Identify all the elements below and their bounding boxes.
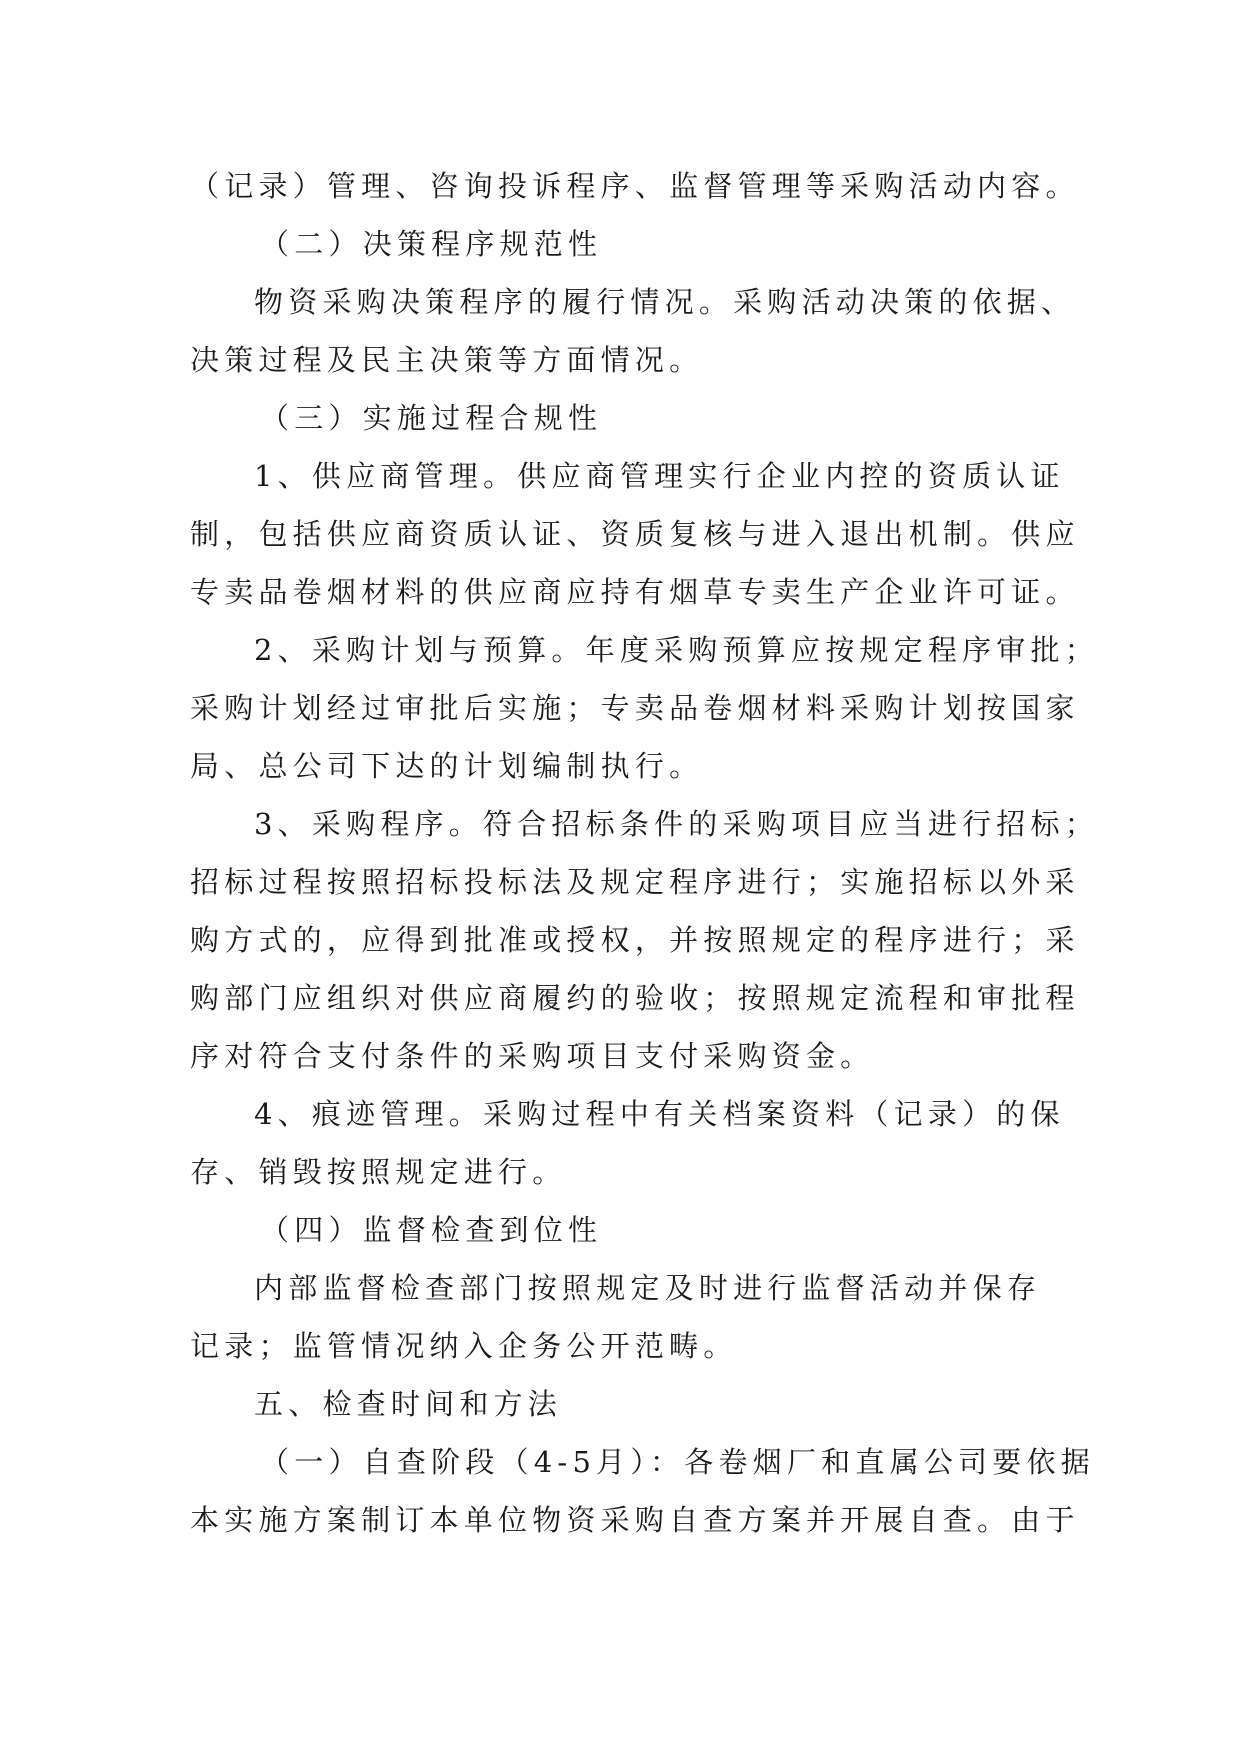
- text-line: 序对符合支付条件的采购项目支付采购资金。: [190, 1039, 875, 1073]
- text-line: 采购计划经过审批后实施；专卖品卷烟材料采购计划按国家: [190, 691, 1080, 725]
- section-heading: （四）监督检查到位性: [260, 1213, 603, 1247]
- text-line: 专卖品卷烟材料的供应商应持有烟草专卖生产企业许可证。: [190, 575, 1080, 609]
- text-line: 记录；监管情况纳入企务公开范畴。: [190, 1329, 738, 1363]
- section-heading: 五、检查时间和方法: [254, 1387, 562, 1421]
- document-body: [190, 157, 1120, 1549]
- text-line: 决策过程及民主决策等方面情况。: [190, 343, 704, 377]
- text-line: 本实施方案制订本单位物资采购自查方案并开展自查。由于: [190, 1503, 1080, 1537]
- text-line: 2、采购计划与预算。年度采购预算应按规定程序审批；: [254, 633, 1099, 667]
- text-line: 局、总公司下达的计划编制执行。: [190, 749, 704, 783]
- text-line: 购方式的，应得到批准或授权，并按照规定的程序进行；采: [190, 923, 1080, 957]
- text-line: 制，包括供应商资质认证、资质复核与进入退出机制。供应: [190, 517, 1080, 551]
- text-line: 购部门应组织对供应商履约的验收；按照规定流程和审批程: [190, 981, 1080, 1015]
- section-heading: （三）实施过程合规性: [260, 401, 603, 435]
- text-line: （记录）管理、咨询投诉程序、监督管理等采购活动内容。: [190, 169, 1080, 203]
- text-line: （一）自查阶段（4-5月）：各卷烟厂和直属公司要依据: [260, 1445, 1095, 1479]
- text-line: 4、痕迹管理。采购过程中有关档案资料（记录）的保: [254, 1097, 1065, 1131]
- text-line: 物资采购决策程序的履行情况。采购活动决策的依据、: [254, 285, 1076, 319]
- section-heading: （二）决策程序规范性: [260, 227, 603, 261]
- text-line: 3、采购程序。符合招标条件的采购项目应当进行招标；: [254, 807, 1099, 841]
- text-line: 内部监督检查部门按照规定及时进行监督活动并保存: [254, 1271, 1042, 1305]
- text-line: 招标过程按照招标投标法及规定程序进行；实施招标以外采: [190, 865, 1080, 899]
- text-line: 存、销毁按照规定进行。: [190, 1155, 567, 1189]
- text-line: 1、供应商管理。供应商管理实行企业内控的资质认证: [254, 459, 1065, 493]
